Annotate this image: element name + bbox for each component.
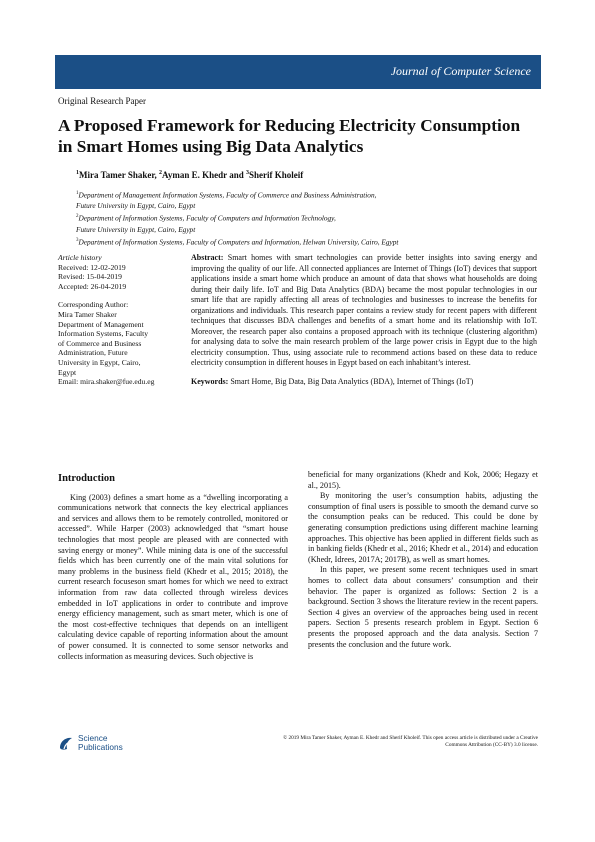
intro-paragraph-1-continued: beneficial for many organizations (Khedr and Kok, 2006; Hegazy et al., 2015). bbox=[308, 470, 538, 490]
abstract-paragraph bbox=[191, 253, 537, 369]
abstract-text: Smart homes with smart technologies can provide better insights into saving energy and improving the quality of our life. All connected appliances are Internet of Things (IoT) devices that support applications inside a smart home which produce an amount of data that shows what households are doing during their daily life. IoT and Big Data Analytics (BDA) became the most popular technologies in our smart life that are rapidly affecting all areas of technologies and businesses to increase the benefits for organizations and individuals. This research paper contains a review study for recent papers with different techniques that discusses BDA challenges and benefits of a smart home and its relationship with IoT. Moreover, the research paper also contains a proposed approach with its technique (clustering algorithm) for analysing data to solve the main research problem of the large power crisis in Egypt due to the high electricity consumption. Thus, using associate rule to recommend actions based on these data to reduce electricity consumption in different houses in Egypt based on each inhabitant’s interest. bbox=[191, 253, 538, 367]
affiliation-2-line-2: Future University in Egypt, Cairo, Egypt bbox=[76, 224, 196, 234]
history-heading: Article history bbox=[58, 253, 102, 262]
publisher-name bbox=[78, 734, 123, 752]
correspondence-line: University in Egypt, Cairo, bbox=[58, 357, 141, 367]
article-sidebar bbox=[58, 253, 178, 387]
author-3-sup: 3 bbox=[245, 170, 249, 176]
keywords-text: Smart Home, Big Data, Big Data Analytics (BDA), Internet of Things (IoT) bbox=[230, 376, 474, 386]
author-3-name: Sherif Kholeif bbox=[248, 170, 304, 180]
affiliations bbox=[76, 188, 536, 247]
affiliation-2-text: Department of Information Systems, Faculty of Computers and Information Technology, bbox=[78, 213, 336, 223]
intro-paragraph-2: By monitoring the user’s consumption habits, adjusting the consumption of final users is possible to smooth the demand curve so the consumption peaks can be reduced. This could be done by generating consumption predictions using different machine learning approaches. This objective has been applied in different fields such as in banking fields (Khedr et al., 2016; Khedr et al., 2014) and education (Khedr, Idrees, 2017A; 2017B), as well as smart homes. bbox=[308, 491, 538, 564]
correspondence-line: Information Systems, Faculty bbox=[58, 329, 149, 339]
keywords-label: Keywords: bbox=[191, 376, 229, 386]
copyright-line-2: Commons Attribution (CC-BY) 3.0 license. bbox=[445, 742, 538, 749]
author-2-sup: 2 bbox=[159, 170, 163, 176]
affiliation-3-line-1 bbox=[76, 235, 536, 247]
correspondence-line: Department of Management bbox=[58, 319, 144, 329]
author-list bbox=[76, 170, 303, 180]
affiliation-2-line-1 bbox=[76, 211, 536, 223]
author-1-sup: 1 bbox=[76, 170, 79, 176]
publisher-logo bbox=[58, 733, 148, 755]
intro-paragraph-1: King (2003) defines a smart home as a “dwelling incorporating a communications network that connects the key electrical appliances and services and allows them to be remotely controlled, monitored or accessed”. While Harper (2003) acknowledged that “smart house technologies that most people are pleased with are connected with saving energy or money”. While mining data is one of the successful fields which has been currently one of the main vital solutions for many problems in the business field (Khedr et al., 2015; 2018), the current research focuseson smart homes for which we need to extract information from raw data collected through wireless devices embedded in IoT applications in order to contribute and improve energy efficiency management, such as smart meter, which is one of the most cost-effective techniques that depends on an intelligent calculating device capable of reporting information about the amount of power consumed. It is connected to some sensor networks and collects information as measuring devices. Such objective is bbox=[58, 492, 288, 661]
affiliation-3-sup: 3 bbox=[76, 237, 79, 243]
publisher-name-line-1: Science bbox=[78, 733, 108, 743]
journal-banner bbox=[55, 55, 541, 89]
copyright-notice bbox=[200, 735, 538, 749]
journal-name: Journal of Computer Science bbox=[390, 64, 531, 78]
author-1-name: Mira Tamer Shaker, bbox=[79, 170, 160, 180]
body-column-left bbox=[58, 470, 288, 662]
affiliation-2-sup: 2 bbox=[76, 214, 79, 220]
corresponding-author-name: Mira Tamer Shaker bbox=[58, 309, 117, 319]
correspondence-line: of Commerce and Business bbox=[58, 338, 142, 348]
affiliation-3-text: Department of Information Systems, Faculty of Computers and Information, Helwan University, Cairo, Egypt bbox=[78, 237, 399, 247]
article-type: Original Research Paper bbox=[58, 96, 146, 106]
correspondence-line: Egypt bbox=[58, 367, 77, 377]
abstract-block bbox=[191, 253, 537, 387]
corresponding-email[interactable]: Email: mira.shaker@fue.edu.eg bbox=[58, 377, 155, 387]
received-date: Received: 12-02-2019 bbox=[58, 262, 126, 272]
paper-title: A Proposed Framework for Reducing Electricity Consumption in Smart Homes using Big Data Analytics bbox=[58, 116, 521, 156]
affiliation-1-text: Department of Management Information Systems, Faculty of Commerce and Business Administration, bbox=[78, 190, 377, 200]
affiliation-1-sup: 1 bbox=[76, 191, 79, 196]
correspondence-heading: Corresponding Author: bbox=[58, 300, 129, 310]
keywords-paragraph bbox=[191, 377, 537, 388]
section-heading-introduction: Introduction bbox=[58, 473, 115, 484]
body-column-right bbox=[308, 470, 538, 650]
correspondence-line: Administration, Future bbox=[58, 348, 128, 358]
affiliation-1-line-2: Future University in Egypt, Cairo, Egypt bbox=[76, 201, 196, 211]
publisher-logo-icon bbox=[58, 735, 74, 751]
author-2-name: Ayman E. Khedr and bbox=[162, 170, 246, 180]
copyright-line-1: © 2019 Mira Tamer Shaker, Ayman E. Khedr and Sherif Kholeif. This open access article is distributed under a Creative bbox=[283, 735, 538, 741]
revised-date: Revised: 15-04-2019 bbox=[58, 272, 122, 282]
accepted-date: Accepted: 26-04-2019 bbox=[58, 281, 127, 291]
intro-paragraph-3: In this paper, we present some recent techniques used in smart homes to collect data about consumers’ consumption and their behavior. The paper is organized as follows: Section 2 is a background. Section 3 shows the literature review in the recent papers. Section 4 gives an overview of the approaches being used in recent papers. Section 5 presents research problem in Egypt. Section 6 presents the proposed approach and the data analysis. Section 7 presents the conclusion and the future work. bbox=[308, 565, 538, 649]
abstract-label: Abstract: bbox=[191, 253, 224, 262]
affiliation-1-line-1 bbox=[76, 188, 536, 200]
publisher-name-line-2: Publications bbox=[78, 742, 123, 752]
